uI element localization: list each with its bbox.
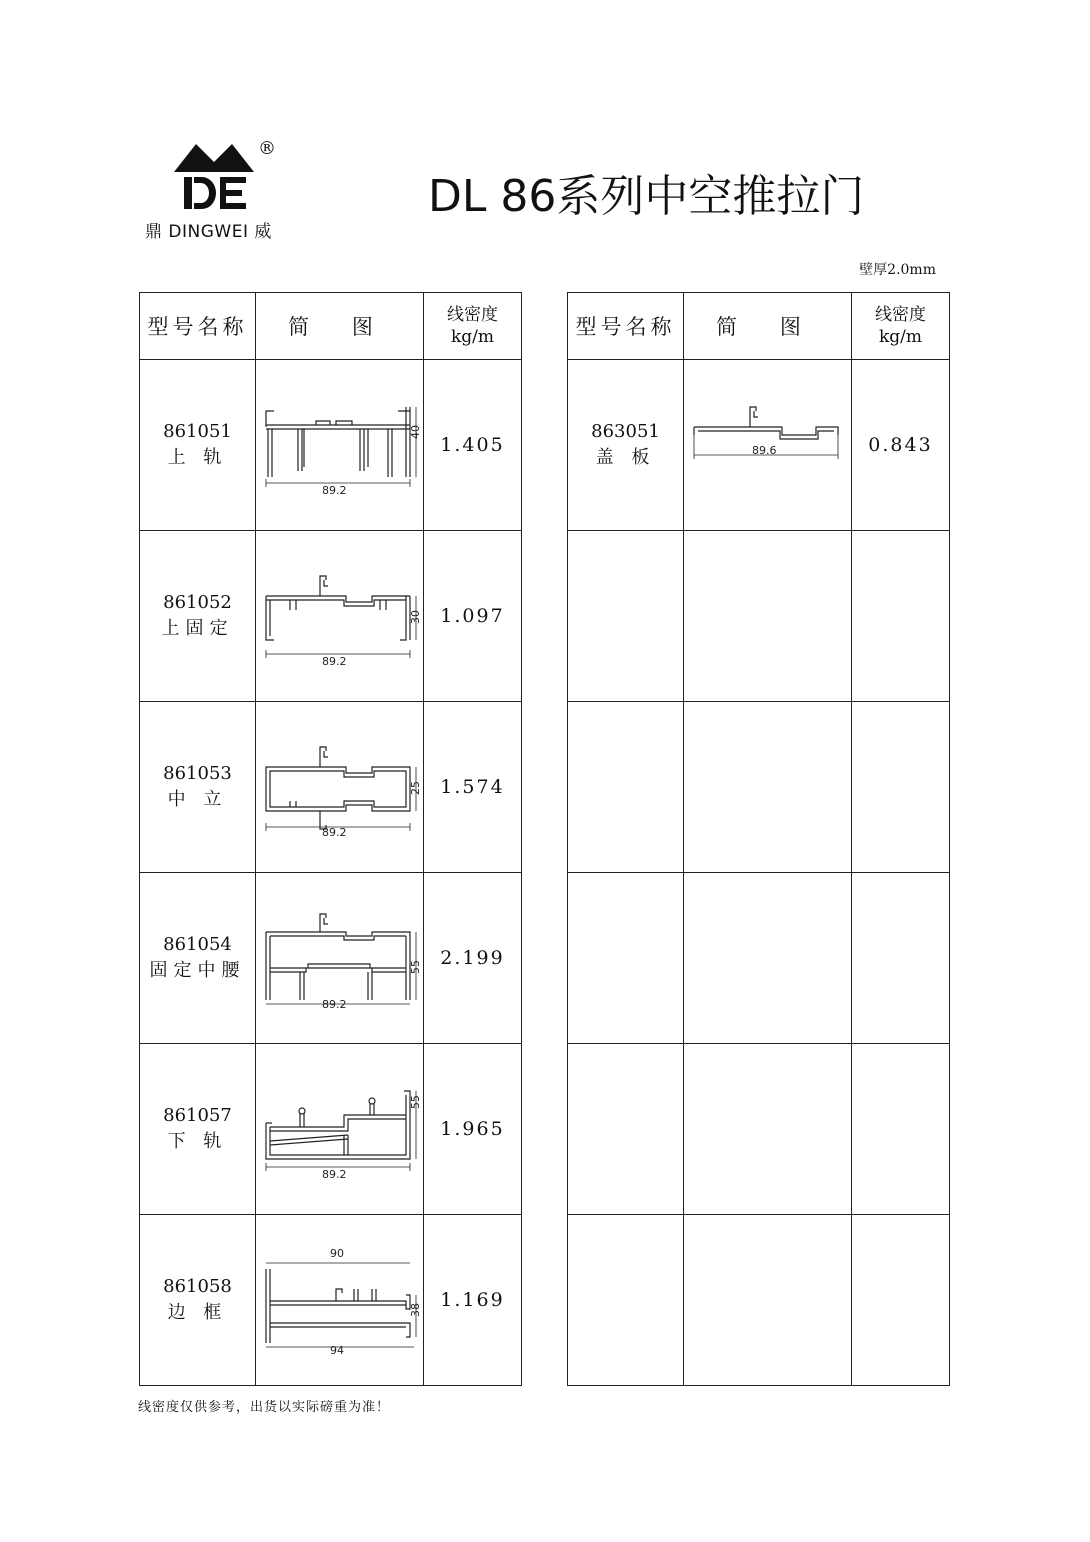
page-title: DL 86系列中空推拉门 xyxy=(428,171,865,222)
table-row xyxy=(140,702,522,873)
lower-track-profile-icon xyxy=(260,1079,420,1179)
model-cell xyxy=(140,531,256,702)
model-name: 上 轨 xyxy=(167,447,228,468)
table-row xyxy=(140,873,522,1044)
density-cell: 1.169 xyxy=(424,1215,522,1386)
figure-cell xyxy=(256,702,424,873)
height-dimension: 38 xyxy=(408,1303,422,1317)
model-cell xyxy=(140,873,256,1044)
header-figure-label: 简 图 xyxy=(716,315,819,339)
model-name: 盖 板 xyxy=(595,447,656,468)
wall-thickness: 壁厚2.0mm xyxy=(859,262,936,278)
height-dimension: 30 xyxy=(408,610,422,624)
table-header xyxy=(568,293,950,360)
model-cell xyxy=(140,1044,256,1215)
header-density-label: 线密度 xyxy=(875,305,926,325)
figure-cell xyxy=(684,360,852,531)
model-code: 861058 xyxy=(163,1276,232,1297)
header-density-unit: kg/m xyxy=(878,327,923,347)
side-frame-profile-icon xyxy=(260,1245,420,1355)
right-spec-table xyxy=(567,292,950,1386)
model-name: 固定中腰 xyxy=(149,960,246,981)
width-dimension: 89.2 xyxy=(321,1168,346,1181)
height-dimension: 55 xyxy=(408,960,422,974)
density-cell: 2.199 xyxy=(424,873,522,1044)
width-dimension: 89.2 xyxy=(321,484,346,497)
header-model-label: 型号名称 xyxy=(147,315,248,339)
figure-cell xyxy=(684,873,852,1044)
brand-name: 鼎 DINGWEI 威 xyxy=(145,222,272,242)
figure-cell xyxy=(256,1044,424,1215)
model-name: 中 立 xyxy=(167,789,228,810)
model-cell xyxy=(140,702,256,873)
width-top-dimension: 90 xyxy=(329,1247,344,1260)
density-cell: 1.965 xyxy=(424,1044,522,1215)
header-figure xyxy=(256,293,424,360)
header-figure xyxy=(684,293,852,360)
registered-mark: ® xyxy=(258,138,276,159)
width-dimension: 89.2 xyxy=(321,655,346,668)
table-row xyxy=(568,702,950,873)
upper-track-profile-icon xyxy=(260,395,420,495)
figure-cell xyxy=(256,873,424,1044)
table-row xyxy=(568,531,950,702)
model-code: 861051 xyxy=(163,421,232,442)
header-figure-label: 简 图 xyxy=(288,315,391,339)
model-cell xyxy=(568,873,684,1044)
model-cell xyxy=(568,702,684,873)
density-cell: 1.574 xyxy=(424,702,522,873)
model-code: 861052 xyxy=(163,592,232,613)
density-cell: 1.405 xyxy=(424,360,522,531)
center-mullion-profile-icon xyxy=(260,737,420,837)
width-dimension: 89.2 xyxy=(321,826,346,839)
table-row xyxy=(140,1215,522,1386)
figure-cell xyxy=(684,1215,852,1386)
model-cell xyxy=(568,360,684,531)
figure-cell xyxy=(256,360,424,531)
height-dimension: 40 xyxy=(408,425,422,439)
model-cell xyxy=(568,1215,684,1386)
upper-fixed-profile-icon xyxy=(260,566,420,666)
table-row xyxy=(140,531,522,702)
left-spec-table xyxy=(139,292,522,1386)
model-cell xyxy=(568,1044,684,1215)
figure-cell xyxy=(256,531,424,702)
height-dimension: 55 xyxy=(408,1095,422,1109)
table-row xyxy=(140,360,522,531)
figure-cell xyxy=(684,1044,852,1215)
table-row xyxy=(568,360,950,531)
header-model xyxy=(568,293,684,360)
model-cell xyxy=(140,1215,256,1386)
model-cell xyxy=(568,531,684,702)
fixed-transom-profile-icon xyxy=(260,908,422,1011)
figure-cell xyxy=(684,702,852,873)
width-dimension: 94 xyxy=(329,1344,344,1357)
figure-cell xyxy=(256,1215,424,1386)
table-row xyxy=(568,873,950,1044)
cover-plate-profile-icon xyxy=(688,395,848,495)
density-cell: 0.843 xyxy=(852,360,950,531)
header-density xyxy=(424,293,522,360)
figure-cell xyxy=(684,531,852,702)
model-cell xyxy=(140,360,256,531)
model-code: 863051 xyxy=(591,421,660,442)
table-row xyxy=(568,1215,950,1386)
width-dimension: 89.6 xyxy=(751,444,776,457)
table-row xyxy=(140,1044,522,1215)
footnote: 线密度仅供参考，出货以实际磅重为准！ xyxy=(138,1400,391,1415)
density-cell xyxy=(852,1044,950,1215)
header-density-unit: kg/m xyxy=(450,327,495,347)
header-model xyxy=(140,293,256,360)
height-dimension: 25 xyxy=(408,781,422,795)
table-row xyxy=(568,1044,950,1215)
header-density xyxy=(852,293,950,360)
density-cell xyxy=(852,873,950,1044)
model-code: 861054 xyxy=(163,934,232,955)
model-name: 边 框 xyxy=(167,1302,228,1323)
density-cell: 1.097 xyxy=(424,531,522,702)
model-name: 下 轨 xyxy=(167,1131,228,1152)
table-header xyxy=(140,293,522,360)
density-cell xyxy=(852,702,950,873)
model-code: 861057 xyxy=(163,1105,232,1126)
model-code: 861053 xyxy=(163,763,232,784)
header-model-label: 型号名称 xyxy=(575,315,676,339)
width-dimension: 89.2 xyxy=(321,998,346,1011)
header-density-label: 线密度 xyxy=(447,305,498,325)
model-name: 上固定 xyxy=(161,618,234,639)
density-cell xyxy=(852,531,950,702)
density-cell xyxy=(852,1215,950,1386)
